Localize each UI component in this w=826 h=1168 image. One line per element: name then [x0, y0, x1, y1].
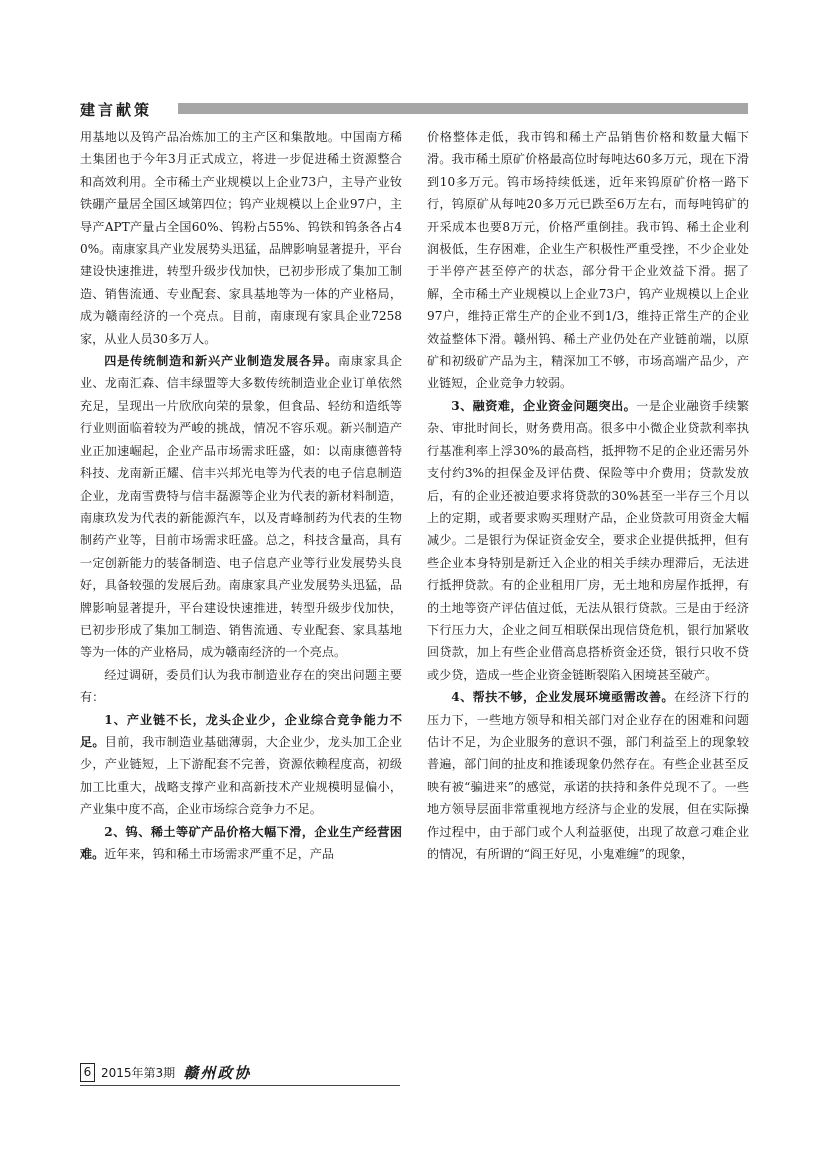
journal-name: 赣州政协	[183, 1063, 252, 1082]
paragraph-body: 南康家具企业、龙南汇森、信丰绿盟等大多数传统制造业企业订单依然充足，呈现出一片欣欣向荣的景象，但食品、轻纺和造纸等行业则面临着较为严峻的挑战，情况不容乐观。新兴制造产业正加速崛起，企业产品市场需求旺盛，如：以南康德普特科技、龙南新正耀、信丰兴邦光电等为代表的电子信息制造企业，龙南雪费特与信丰磊源等企业为代表的新材料制造，南康玖发为代表的新能源汽车，以及青峰制药为代表的生物制药产业等，目前市场需求旺盛。总之，科技含量高，具有一定创新能力的装备制造、电子信息产业等行业发展势头良好，具备较强的发展后劲。南康家具产业发展势头迅猛，品牌影响显著提升，平台建设快速推进，转型升级步伐加快，已初步形成了集加工制造、销售流通、专业配套、家具基地等为一体的产业格局，成为赣南经济的一个亮点。	[80, 354, 402, 660]
paragraph: 价格整体走低，我市钨和稀土产品销售价格和数量大幅下滑。我市稀土原矿价格最高位时每吨达60多万元，现在下滑到10多万元。钨市场持续低迷，近年来钨原矿价格一路下行，钨原矿从每吨20多万元已跌至6万左右，而每吨钨矿的开采成本也要8万元，价格严重倒挂。我市钨、稀土企业利润极低，生存困难，企业生产积极性严重受挫，不少企业处于半停产甚至停产的状态，部分骨干企业效益下滑。据了解，全市稀土产业规模以上企业73户，钨产业规模以上企业97户，维持正常生产的企业不到1/3，维持正常生产的企业效益整体下滑。赣州钨、稀土产业仍处在产业链前端，以原矿和初级矿产品为主，精深加工不够，市场高端产品少，产业链短，企业竞争力较弱。	[427, 130, 749, 391]
left-column	[80, 126, 402, 865]
paragraph-heading: 4、帮扶不够，企业发展环境亟需改善。	[451, 690, 674, 705]
paragraph-body: 近年来，钨和稀土市场需求严重不足，产品	[104, 847, 334, 861]
footer-rule	[80, 1085, 400, 1086]
paragraph-heading: 3、融资难，企业资金问题突出。	[451, 398, 637, 413]
header-bar	[178, 103, 748, 114]
issue-label: 2015年第3期	[101, 1065, 176, 1080]
paragraph	[427, 395, 749, 686]
right-column	[427, 126, 749, 865]
paragraph-body: 一是企业融资手续繁杂、审批时间长，财务费用高。很多中小微企业贷款利率执行基准利率上浮30%的最高档，抵押物不足的企业还需另外支付约3%的担保金及评估费、保险等中介费用；贷款发放后，有的企业还被迫要求将贷款的30%甚至一半存三个月以上的定期，或者要求购买理财产品，企业贷款可用资金大幅减少。二是银行为保证资金安全，要求企业提供抵押，但有些企业本身特别是新迁入企业的相关手续办理滞后，无法进行抵押贷款。有的企业租用厂房，无土地和房屋作抵押，有的土地等资产评估值过低，无法从银行贷款。三是由于经济下行压力大，企业之间互相联保出现信贷危机，银行加紧收回贷款，加上有些企业借高息搭桥资金还贷，银行只收不贷或少贷，造成一些企业资金链断裂陷入困境甚至破产。	[427, 398, 749, 682]
paragraph-heading: 2、钨、稀土等矿产品价格大幅下滑，企业生产经营困难。	[80, 824, 402, 861]
page-number: 6	[80, 1063, 95, 1082]
paragraph-body: 在经济下行的压力下，一些地方领导和相关部门对企业存在的困难和问题估计不足，为企业服务的意识不强，部门利益至上的现象较普遍，部门间的扯皮和推诿现象仍然存在。有些企业甚至反映有被“骗进来”的感觉，承诺的扶持和条件兑现不了。一些地方领导层面非常重视地方经济与企业的发展，但在实际操作过程中，由于部门或个人利益驱使，出现了故意刁难企业的情况，有所谓的“阎王好见，小鬼难缠”的现象，	[427, 690, 749, 861]
paragraph-heading: 四是传统制造和新兴产业制造发展各异。	[104, 354, 338, 369]
paragraph	[80, 821, 402, 866]
section-title: 建言献策	[80, 101, 153, 119]
paragraph: 经过调研，委员们认为我市制造业存在的突出问题主要有：	[80, 667, 402, 705]
paragraph: 用基地以及钨产品冶炼加工的主产区和集散地。中国南方稀土集团也于今年3月正式成立，将进一步促进稀土资源整合和高效利用。全市稀土产业规模以上企业73户，主导产业钕铁硼产量居全国区域第四位；钨产业规模以上企业97户，主导产APT产量占全国60%、钨粉占55%、钨铁和钨条各占40%。南康家具产业发展势头迅猛，品牌影响显著提升，平台建设快速推进，转型升级步伐加快，已初步形成了集加工制造、销售流通、专业配套、家具基地等为一体的产业格局，成为赣南经济的一个亮点。目前，南康现有家具企业7258家，从业人员30多万人。	[80, 130, 402, 346]
paragraph	[80, 709, 402, 821]
page-footer	[80, 1061, 251, 1083]
paragraph-heading: 1、产业链不长，龙头企业少，企业综合竞争能力不足。	[80, 712, 402, 749]
paragraph-body: 目前，我市制造业基础薄弱，大企业少，龙头加工企业少，产业链短，上下游配套不完善，资源依赖程度高，初级加工比重大，战略支撑产业和高新技术产业规模明显偏小，产业集中度不高，企业市场综合竞争力不足。	[80, 734, 402, 817]
paragraph	[80, 350, 402, 664]
paragraph	[427, 686, 749, 865]
